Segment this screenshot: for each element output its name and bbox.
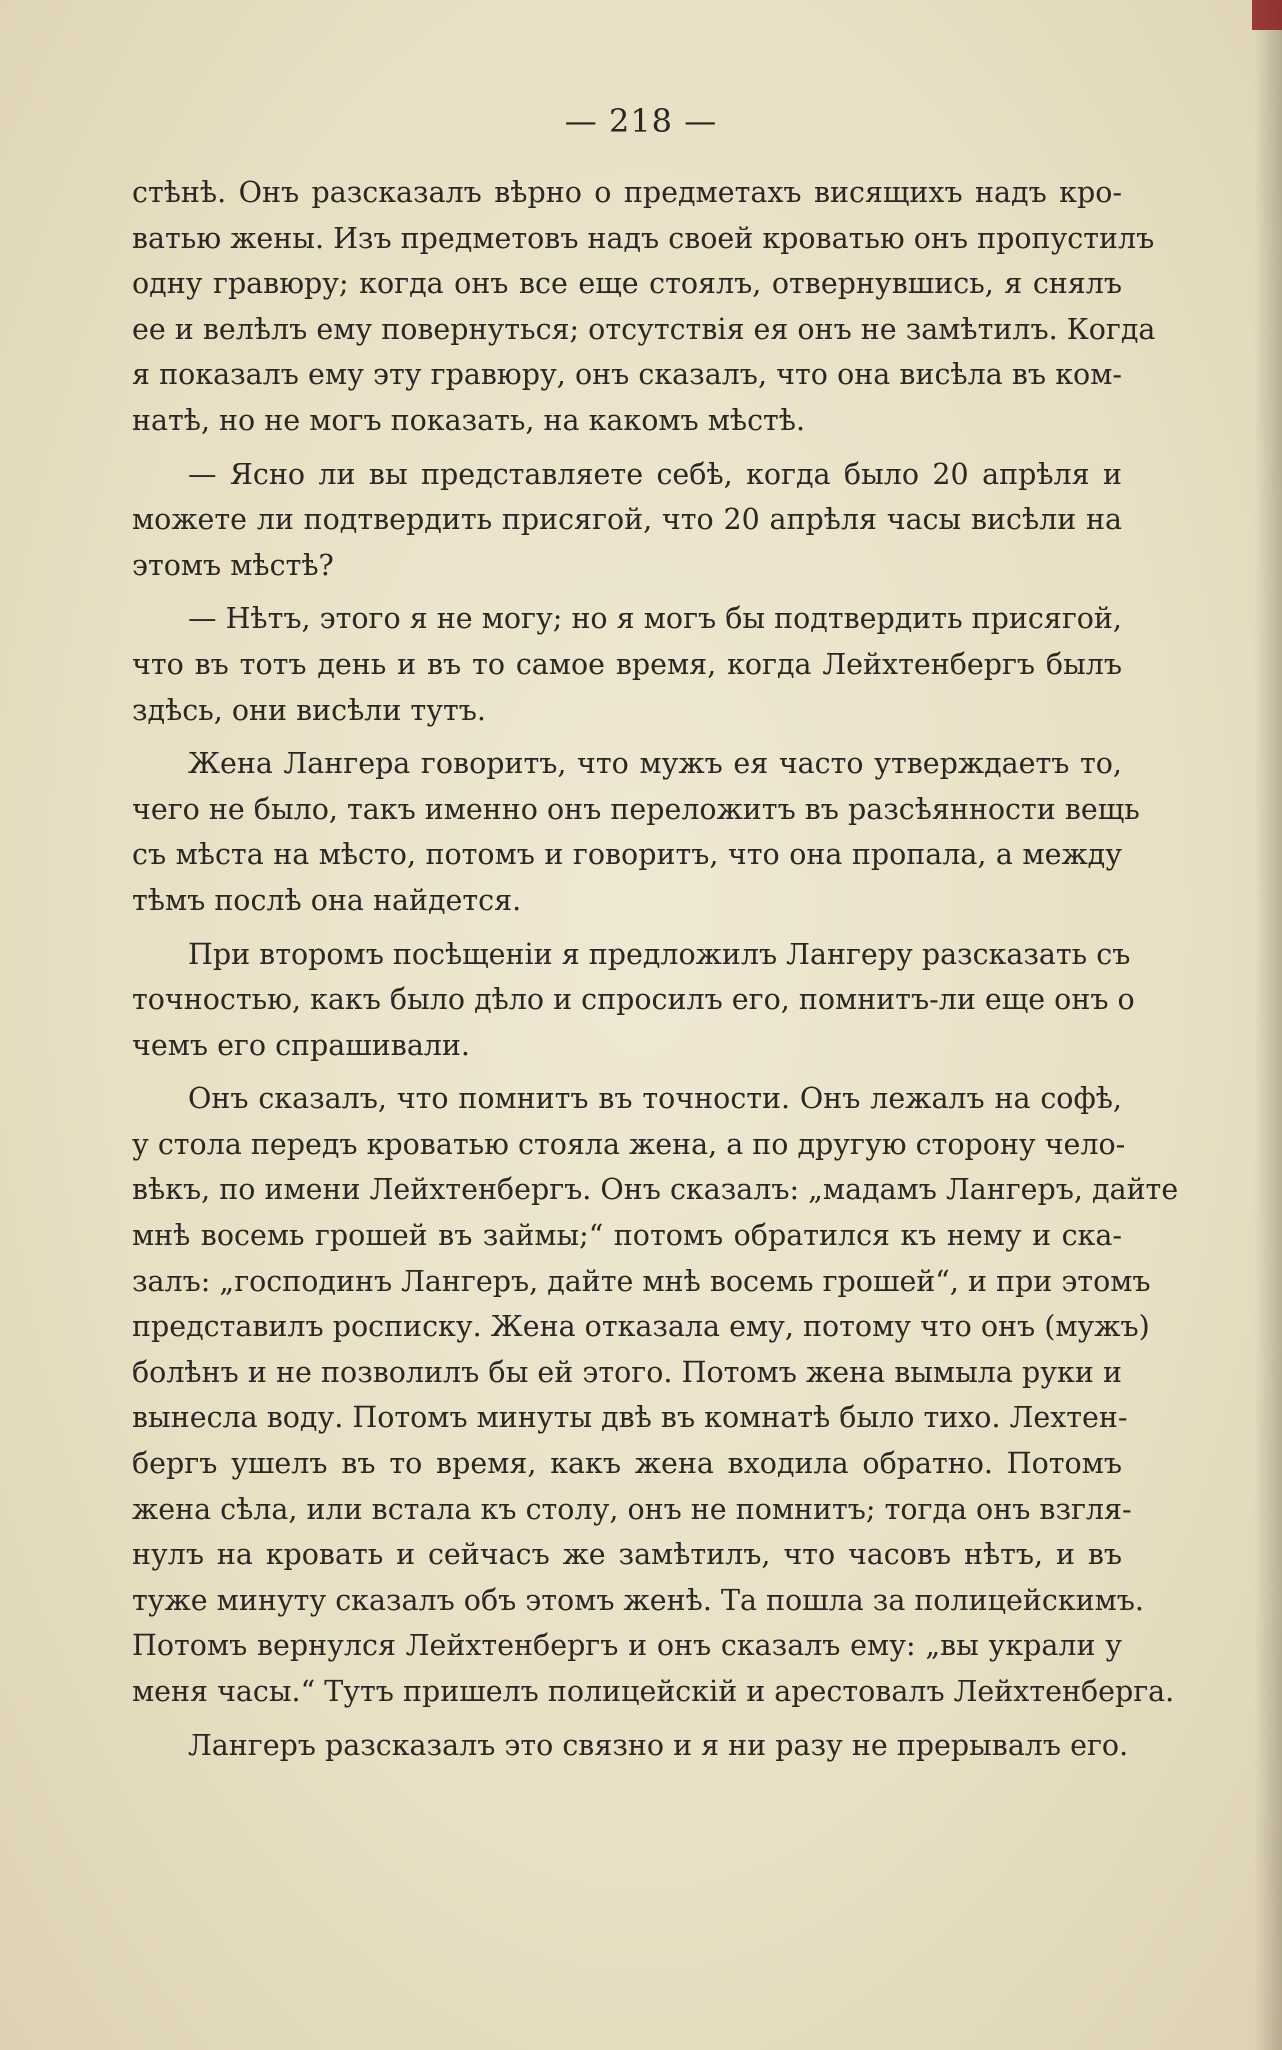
- text-line: натѣ, но не могъ показать, на какомъ мѣстѣ.: [132, 403, 806, 437]
- text-line: одну гравюру; когда онъ все еще стоялъ, отвернувшись, я снялъ: [132, 267, 1122, 301]
- text-line: мнѣ восемь грошей въ займы;“ потомъ обратился къ нему и ска-: [132, 1219, 1122, 1253]
- text-line: меня часы.“ Тутъ пришелъ полицейскій и арестовалъ Лейхтенберга.: [132, 1675, 1175, 1708]
- text-line: — Ясно ли вы представляете себѣ, когда было 20 апрѣля и: [188, 457, 1122, 491]
- paragraph: [132, 741, 1140, 923]
- text-line: съ мѣста на мѣсто, потомъ и говоритъ, что она пропала, а между: [132, 838, 1122, 872]
- text-line: вѣкъ, по имени Лейхтенбергъ. Онъ сказалъ: „мадамъ Лангеръ, дайте: [132, 1173, 1179, 1207]
- corner-stain: [1252, 0, 1282, 30]
- paragraph: [132, 1076, 1179, 1714]
- paragraph-gap: [132, 733, 1122, 741]
- body-text: [132, 170, 1179, 1768]
- text-line: При второмъ посѣщеніи я предложилъ Лангеру разсказать съ: [188, 937, 1131, 971]
- text-line: я показалъ ему эту гравюру, онъ сказалъ, что она висѣла въ ком-: [132, 358, 1122, 392]
- text-line: болѣнъ и не позволилъ бы ей этого. Потомъ жена вымыла руки и: [132, 1355, 1122, 1389]
- text-line: здѣсь, они висѣли тутъ.: [132, 693, 486, 727]
- paragraph: [132, 1723, 1129, 1769]
- text-line: Лангеръ разсказалъ это связно и я ни разу не прерывалъ его.: [188, 1728, 1129, 1762]
- text-line: тѣмъ послѣ она найдется.: [132, 883, 522, 917]
- paragraph-gap: [132, 588, 1122, 596]
- text-line: у стола передъ кроватью стояла жена, а по другую сторону чело-: [132, 1127, 1126, 1161]
- paragraph-gap: [132, 924, 1122, 932]
- text-line: чемъ его спрашивали.: [132, 1028, 470, 1062]
- text-line: точностью, какъ было дѣло и спросилъ его, помнитъ-ли еще онъ о: [132, 983, 1135, 1017]
- paragraph-gap: [132, 444, 1122, 452]
- paragraph: [132, 452, 1122, 589]
- text-line: ее и велѣлъ ему повернуться; отсутствія ея онъ не замѣтилъ. Когда: [132, 312, 1156, 346]
- text-line: Потомъ вернулся Лейхтенбергъ и онъ сказалъ ему: „вы украли у: [132, 1629, 1122, 1663]
- text-line: чего не было, такъ именно онъ переложитъ въ разсѣянности вещь: [132, 792, 1140, 826]
- paragraph: [132, 932, 1135, 1069]
- page-edge-shadow: [1254, 0, 1282, 2050]
- paragraph: [132, 170, 1156, 444]
- text-line: жена сѣла, или встала къ столу, онъ не помнитъ; тогда онъ взгля-: [132, 1492, 1132, 1526]
- text-line: вынесла воду. Потомъ минуты двѣ въ комнатѣ было тихо. Лехтен-: [132, 1401, 1128, 1435]
- text-line: можете ли подтвердить присягой, что 20 апрѣля часы висѣли на: [132, 503, 1122, 537]
- text-line: стѣнѣ. Онъ разсказалъ вѣрно о предметахъ висящихъ надъ кро-: [132, 176, 1122, 209]
- paragraph-gap: [132, 1715, 1122, 1723]
- text-line: бергъ ушелъ въ то время, какъ жена входила обратно. Потомъ: [132, 1447, 1122, 1481]
- text-line: — Нѣтъ, этого я не могу; но я могъ бы подтвердить присягой,: [188, 602, 1122, 636]
- paragraph-gap: [132, 1068, 1122, 1076]
- text-line: Жена Лангера говоритъ, что мужъ ея часто утверждаетъ то,: [188, 747, 1122, 781]
- text-line: залъ: „господинъ Лангеръ, дайте мнѣ восемь грошей“, и при этомъ: [132, 1264, 1151, 1298]
- text-line: туже минуту сказалъ объ этомъ женѣ. Та пошла за полицейскимъ.: [132, 1583, 1144, 1617]
- text-line: этомъ мѣстѣ?: [132, 548, 334, 582]
- paragraph: [132, 596, 1122, 733]
- text-line: представилъ росписку. Жена отказала ему, потому что онъ (мужъ): [132, 1310, 1150, 1344]
- page-number: — 218 —: [564, 102, 718, 140]
- text-line: нулъ на кровать и сейчасъ же замѣтилъ, что часовъ нѣтъ, и въ: [132, 1538, 1122, 1572]
- text-line: что въ тотъ день и въ то самое время, когда Лейхтенбергъ былъ: [132, 647, 1122, 681]
- text-line: Онъ сказалъ, что помнитъ въ точности. Онъ лежалъ на софѣ,: [188, 1082, 1122, 1116]
- text-line: ватью жены. Изъ предметовъ надъ своей кроватью онъ пропустилъ: [132, 221, 1155, 255]
